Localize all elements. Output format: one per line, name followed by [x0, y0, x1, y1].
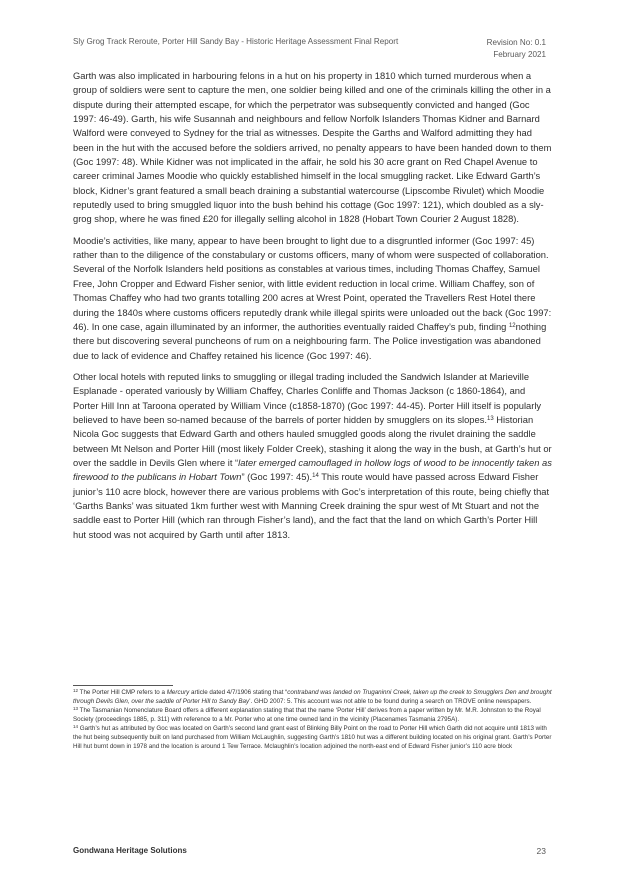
footer-company: Gondwana Heritage Solutions — [73, 846, 187, 855]
paragraph-3-part-d: This route would have passed across Edward Fisher junior’s 110 acre block, however there are various problems with Goc’s interpretation of this route, being chiefly that ‘Garths Banks’ was situated 1km further west with Manning Creek draining the spur west of Mt Stuart and not the saddle east to Porter Hill (which ran through Fisher’s land), and the fact that the land on which Garth’s Porter Hill hut stood was not acquired by Garth until after 1813. — [73, 472, 550, 540]
footnote-12-newspaper: Mercury — [166, 689, 190, 696]
header-revision-block — [436, 37, 546, 61]
footnote-ref-14: 14 — [312, 473, 319, 480]
paragraph-3-part-c: ” (Goc 1997: 45). — [241, 472, 313, 483]
paragraph-3-part-b: Historian Nicola Goc suggests that Edward Garth and others hauled smuggled goods along the rivulet draining the saddle between Mt Nelson and Porter Hill (most likely Folder Creek), stashing it along the way in the bush, at Garth’s hut or over the saddle in Devils Glen where it “ — [73, 414, 552, 468]
footnote-12 — [73, 689, 552, 706]
paragraph-3 — [73, 370, 552, 542]
paragraph-3-part-a: Other local hotels with reputed links to smuggling or illegal trading included the Sandwich Islander at Marieville Esplanade - operated variously by William Chaffey, Charles Conliffe and Thomas Jackson (c 1860-1864), and Porter Hill Inn at Taroona operated by William Vince (c1858-1870) (Goc 1997: 44-45). Porter Hill itself is popularly believed to have been so-named because of the barrels of porter hidden by smugglers on its slopes. — [73, 371, 542, 425]
footnote-12-text-c: ’. GHD 2007: 5. This account was not able to be found during a search on TROVE online newspapers. — [249, 697, 532, 705]
footnote-14-number: 14 — [73, 724, 79, 730]
footnote-13-text: The Tasmanian Nomenclature Board offers a different explanation stating that that the name ‘Porter Hill’ derives from a paper written by Mr. M.R. Johnston to the Royal Society (proceedings 1885, p. 311) with reference to a Mr. Porter who at one time owned land in the vicinity (Placenames Tasmania 2795A). — [73, 707, 541, 723]
footnote-12-text-b: article dated 4/7/1906 stating that “ — [189, 689, 288, 696]
paragraph-2 — [73, 234, 552, 363]
paragraph-2-part-b: nothing there but discovering several puncheons of rum on a neighbouring farm. The Police investigation was abandoned due to lack of evidence and Chaffey retained his licence (Goc 1997: 46). — [73, 321, 547, 361]
footnote-ref-12: 12 — [508, 322, 516, 329]
body-text — [73, 69, 552, 549]
header-date: February 2021 — [493, 50, 546, 59]
header-title: Sly Grog Track Reroute, Porter Hill Sandy Bay - Historic Heritage Assessment Final Report — [73, 37, 399, 46]
footnote-13 — [73, 707, 552, 724]
footnote-separator — [73, 685, 173, 686]
footnote-12-text-a: The Porter Hill CMP refers to a — [78, 689, 167, 696]
paragraph-2-part-a: Moodie’s activities, like many, appear to have been brought to light due to a disgruntled informer (Goc 1997: 45) rather than to the diligence of the constabulary or customs officers, many of whom were suspected of collaboration. Several of the Norfolk Islanders held positions as constables at various times, including Thomas Chaffey, Samuel Free, John Cropper and Edward Fisher senior, with little evident reduction in local crime. William Chaffey, son of Thomas Chaffey who had two grants totalling 200 acres at Wrest Point, operated the Travellers Rest Hotel there during the 1840s where customs officers reputedly drank while illegal spirits were unloaded out the back (Goc 1997: 46). In one case, again illuminated by an informer, the authorities eventually raided Chaffey’s pub, finding — [73, 235, 552, 332]
footnote-14 — [73, 725, 552, 751]
footnote-12-quote: contraband was landed on Truganinni Creek, taken up the creek to Smugglers Den and brought through Devils Glen, over the saddle of Porter Hill to Sandy Bay — [73, 689, 552, 705]
footnote-14-text: Garth’s hut as attributed by Goc was located on Garth’s second land grant east of Blinking Billy Point on the road to Porter Hill which Garth did not acquire until 1813 with the hut being subsequently built on land purchased from William McLaughlin, suggesting Garth’s 1810 hut was a different building located on his original grant. Garth’s Porter Hill hut burnt down in 1978 and the location is around 1 Tew Terrace. Mclaughlin’s location adjoined the north-east end of Edward Fisher junior’s 110 acre block — [73, 725, 552, 750]
footnote-13-number: 13 — [73, 706, 79, 712]
page-number: 23 — [536, 846, 546, 856]
paragraph-1: Garth was also implicated in harbouring felons in a hut on his property in 1810 which turned murderous when a group of soldiers were sent to capture the men, one soldier being killed and one of the criminals killing the other in a dispute during their attempted escape, for which the perpetrator was subsequently convicted and hanged (Goc 1997: 46-49). Garth, his wife Susannah and neighbours and fellow Norfolk Islanders Thomas Kidner and Barnard Walford were conveyed to Sydney for the trial as witnesses. Despite the Garths and Walford admitting they had been in the hut with the accused before the soldiers arrived, no penalty appears to have been handed down to them (Goc 1997: 48). While Kidner was not implicated in the affair, he sold his 30 acre grant on Red Chapel Avenue to career criminal James Moodie who quickly established himself in the local smuggling racket. Like Edward Garth’s block, Kidner’s grant featured a small beach draining a substantial watercourse (Lipscombe Rivulet) which Moodie reputedly used to bring smuggled liquor into the bush behind his cottage (Goc 1997: 121), which doubled as a sly-grog shop, where he was fined £20 for illegally selling alcohol in 1828 (Hobart Town Courier 2 August 1828). — [73, 71, 552, 225]
paragraph-3-quote: later emerged camouflaged in hollow logs of wood to be innocently taken as firewood to the publicans in Hobart Town — [73, 457, 552, 483]
footnotes — [73, 689, 552, 752]
header-revision: Revision No: 0.1 — [486, 38, 546, 47]
footnote-12-number: 12 — [73, 688, 79, 693]
footnote-ref-13: 13 — [486, 415, 494, 422]
